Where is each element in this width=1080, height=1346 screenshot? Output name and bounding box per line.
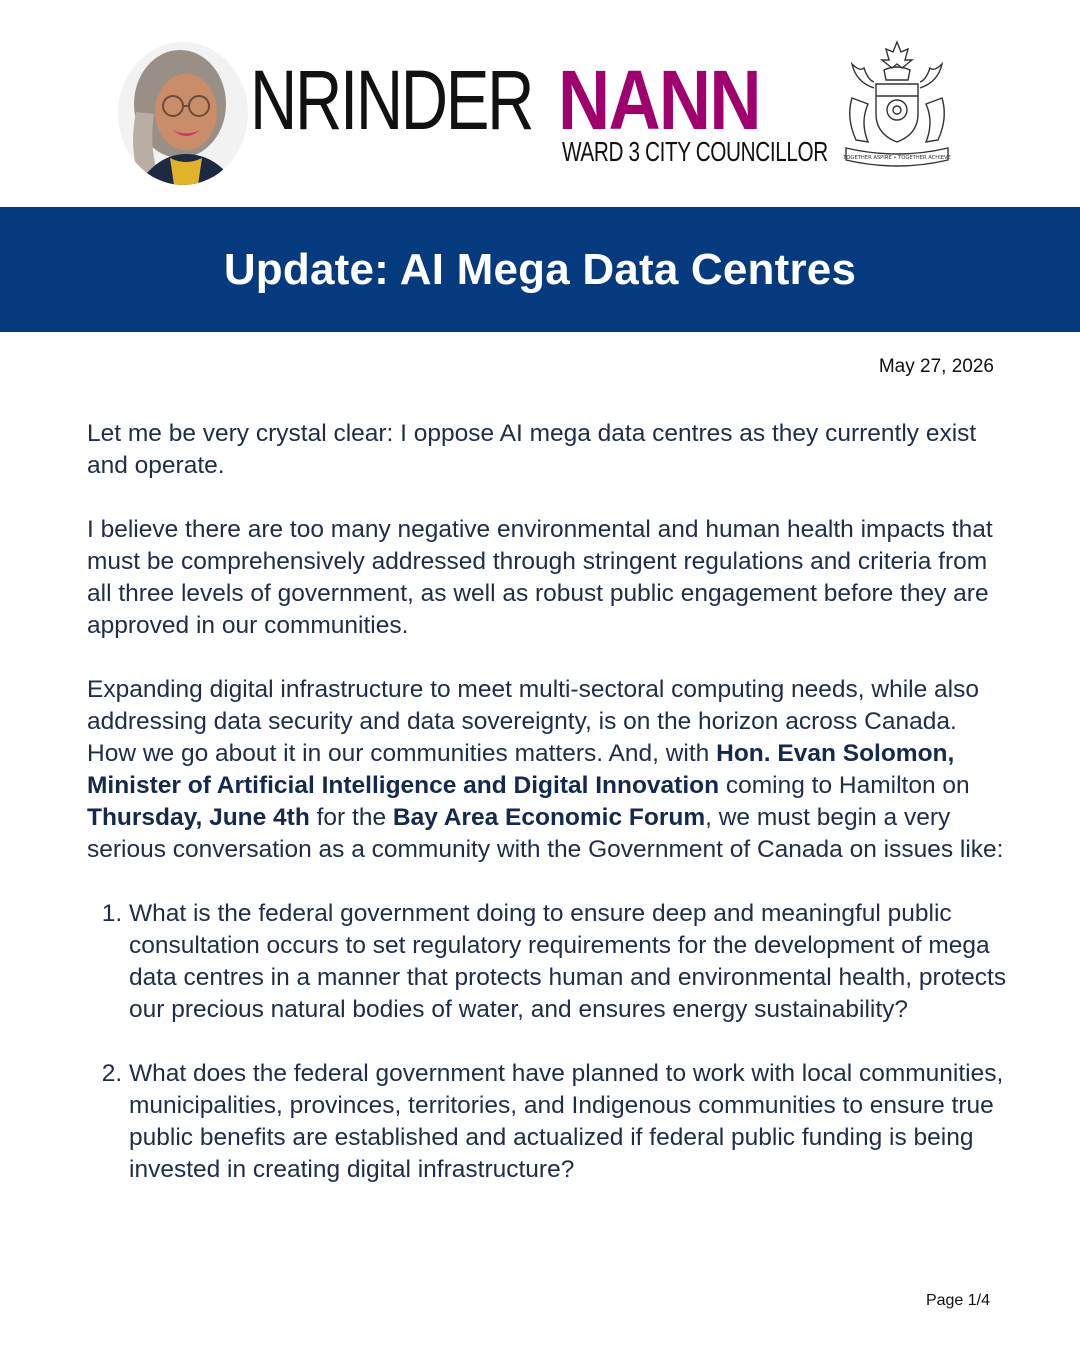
publish-date: May 27, 2026 <box>878 356 994 377</box>
letterhead <box>0 0 1080 207</box>
name-last: NANN <box>558 53 760 147</box>
paragraph-3-text-1: Expanding digital infrastructure to meet multi-sectoral computing needs, while also addressing data security and data sovereignty, is on the horizon across Canada. How we go about it in our communities matters. And, with <box>87 676 979 767</box>
crest-motto: TOGETHER ASPIRE • TOGETHER ACHIEVE <box>843 155 951 161</box>
councillor-title: WARD 3 CITY COUNCILLOR <box>562 136 828 167</box>
event-date: Thursday, June 4th <box>87 804 310 831</box>
paragraph-3-text-2: coming to Hamilton on <box>719 772 970 799</box>
list-item: 2. What does the federal government have planned to work with local communities, municipalities, provinces, territories, and Indigenous communities to ensure true public benefits are established and actualized if federal public funding is being invested in creating digital infrastructure? <box>129 1058 1007 1186</box>
minister-name: Hon. Evan Solomon, Minister of Artificial Intelligence and Digital Innovation <box>87 740 955 799</box>
paragraph-3-text-4: , we must begin a very serious conversation as a community with the Government of Canada on issues like: <box>87 804 1004 863</box>
question-list <box>87 898 1007 1186</box>
title-banner <box>0 207 1080 332</box>
city-crest-logo <box>838 38 956 168</box>
name-first: NRINDER <box>250 53 533 147</box>
paragraph-1: Let me be very crystal clear: I oppose AI mega data centres as they currently exist and operate. <box>87 420 977 479</box>
list-item: 1. What is the federal government doing to ensure deep and meaningful public consultation occurs to set regulatory requirements for the development of mega data centres in a manner that protects human and environmental health, protects our precious natural bodies of water, and ensures energy sustainability? <box>129 898 1007 1026</box>
paragraph-2: I believe there are too many negative environmental and human health impacts that must be comprehensively addressed through stringent regulations and criteria from all three levels of government, as well as robust public engagement before they are approved in our communities. <box>87 516 993 639</box>
councillor-photo <box>118 42 248 185</box>
event-name: Bay Area Economic Forum <box>392 804 706 831</box>
page-number: Page 1/4 <box>925 1292 990 1309</box>
letter-body <box>87 418 1007 1218</box>
paragraph-3-text-3: for the <box>309 804 393 831</box>
paragraph-3 <box>87 674 1007 866</box>
page-title: Update: AI Mega Data Centres <box>223 245 857 294</box>
